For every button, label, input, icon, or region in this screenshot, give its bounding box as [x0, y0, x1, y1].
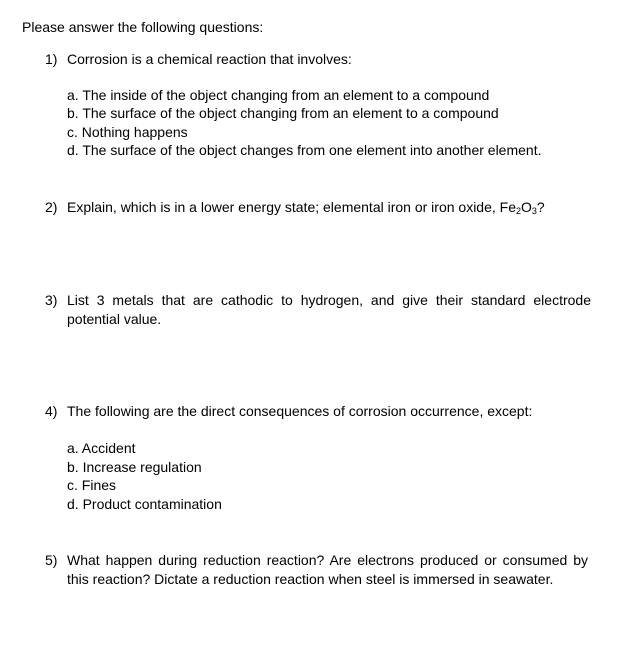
- question-text: List 3 metals that are cathodic to hydrogen, and give their standard electrode potential value.: [67, 292, 591, 327]
- option: c. Fines: [67, 477, 117, 493]
- question-number: 1): [45, 51, 58, 67]
- question-text: Explain, which is in a lower energy state; elemental iron or iron oxide, $Fe_2O_3$?: [67, 199, 545, 216]
- option: d. The surface of the object changes from one element into another element.: [67, 142, 542, 158]
- option: d. Product contamination: [67, 496, 222, 512]
- question-number: 4): [45, 403, 58, 419]
- option: b. Increase regulation: [67, 459, 202, 475]
- question-number: 2): [45, 199, 58, 215]
- question-text: What happen during reduction reaction? Are electrons produced or consumed by this reaction? Dictate a reduction reaction when steel is immersed in seawater.: [67, 552, 588, 587]
- question-text: The following are the direct consequences of corrosion occurrence, except:: [67, 403, 533, 419]
- question-number: 5): [45, 552, 58, 568]
- option: b. The surface of the object changing from an element to a compound: [67, 105, 499, 121]
- instructions: Please answer the following questions:: [22, 19, 264, 35]
- question-number: 3): [45, 292, 58, 308]
- option: a. The inside of the object changing from an element to a compound: [67, 87, 490, 103]
- option: a. Accident: [67, 440, 136, 456]
- question-text: Corrosion is a chemical reaction that involves:: [67, 51, 352, 67]
- option: c. Nothing happens: [67, 124, 188, 140]
